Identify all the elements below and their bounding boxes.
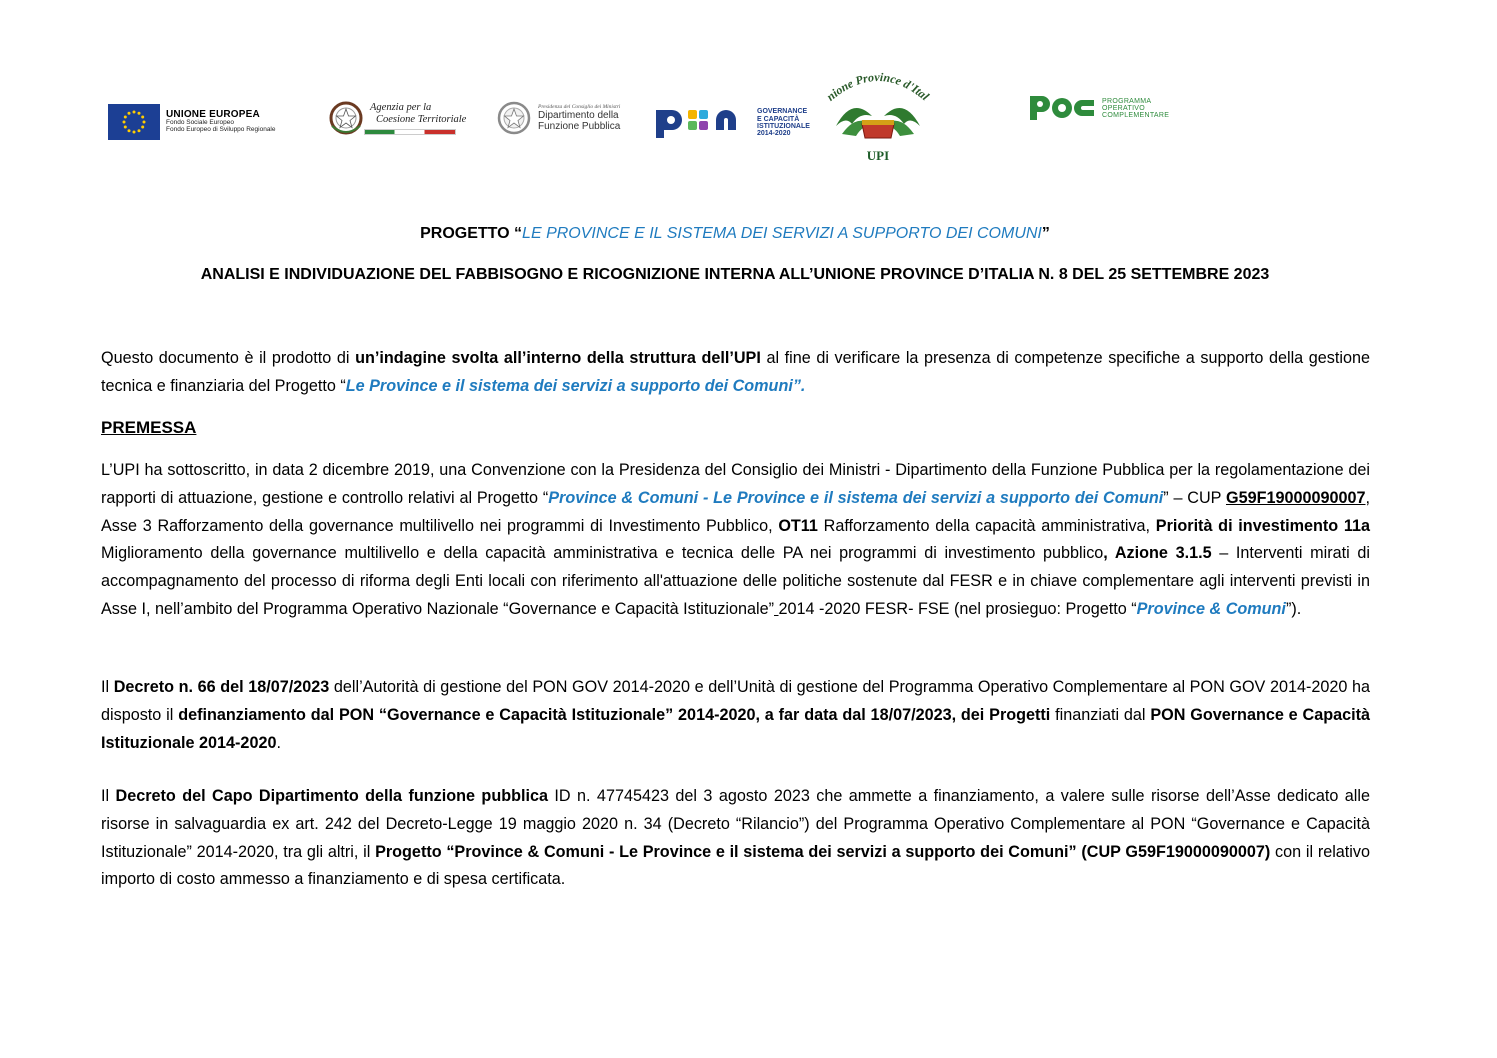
intro-project-name: Le Province e il sistema dei servizi a supporto dei Comuni”. [345,376,806,395]
poc-line-1: PROGRAMMA [1102,97,1152,105]
premessa-project-name: Province & Comuni - Le Province e il sistema dei servizi a supporto dei Comuni [548,488,1164,507]
poc-logo [1028,92,1169,124]
premessa-paragraph [101,457,1370,624]
project-title [100,225,1370,243]
decreto2-text-3: con il relativo importo di costo ammesso a finanziamento e di spesa certificata. [101,842,1370,889]
eu-line-2: Fondo Europeo di Sviluppo Regionale [166,126,276,134]
eu-line-1: Fondo Sociale Europeo [166,119,234,127]
pon-logo [654,104,810,142]
decreto-capo-dipartimento-paragraph [101,783,1370,894]
premessa-text-5: Miglioramento della governance multilivello e della capacità amministrativa e tecnica delle PA nei programmi di investimento pubblico [101,544,1104,563]
pon-line-4: 2014-2020 [757,130,791,138]
agenzia-text [370,102,466,126]
project-title-prefix: PROGETTO “ [420,225,523,242]
upi-emblem-icon [822,66,934,166]
premessa-heading: PREMESSA [101,418,197,437]
premessa-text-8: ”). [1285,599,1302,618]
upi-logo [822,66,934,166]
decreto1-bold-1: Decreto n. 66 del 18/07/2023 [113,678,330,696]
italian-emblem-icon [328,98,364,138]
pon-line-3: ISTITUZIONALE [757,123,810,130]
pon-line-2: E CAPACITÀ [757,115,800,123]
intro-text-2: al fine di verificare la presenza di competenze specifiche a supporto della gestione tecnica e finanziaria del Progetto “ [101,349,1370,395]
intro-paragraph [101,345,1370,401]
decreto1-text-2: dell’Autorità di gestione del PON GOV 2014-2020 e dell’Unità di gestione del Programma Operativo Complementare al PON GOV 2014-2020 ha disposto il [101,678,1371,724]
agenzia-coesione-logo [328,98,466,138]
decreto1-bold-2: definanziamento dal PON “Governance e Capacità Istituzionale” 2014-2020, a far data dal 18/07/2023, dei Progetti [178,705,1051,724]
logo-strip [0,60,1497,170]
decreto1-text-1: Il [101,678,114,696]
intro-bold-1: un’indagine svolta all’interno della struttura dell’UPI [355,349,761,367]
premessa-short-name: Province & Comuni [1136,599,1286,618]
pon-mark-icon [654,104,750,142]
dfp-line-2: Funzione Pubblica [538,121,621,133]
eu-text [166,110,276,134]
italian-flag-stripe [364,129,456,135]
poc-line-3: COMPLEMENTARE [1102,111,1170,119]
decreto-66-paragraph [101,674,1370,757]
premessa-text-2: ” – CUP [1163,488,1226,507]
premessa-text-4: Rafforzamento della capacità amministrativa, [817,516,1156,535]
funzione-pubblica-text [538,104,620,132]
premessa-text-6: – Interventi mirati di accompagnamento del processo di riforma degli Enti locali con riferimento all'attuazione delle politiche sostenute dal FESR e in chiave complementare agli interventi previsti in Asse I, nell’ambito del Programma Operativo Nazionale “Governance e Capacità Istituzionale” [101,544,1370,618]
pon-text [757,108,810,137]
decreto2-text-2: ID n. 47745423 del 3 agosto 2023 che ammette a finanziamento, a valere sulle risorse dell’Asse dedicato alle risorse in salvaguardia ex art. 242 del Decreto-Legge 19 maggio 2020 n. 34 (Decreto “Rilancio”) del Programma Operativo Complementare al PON “Governance e Capacità Istituzionale” 2014-2020, tra gli altri, il [101,787,1370,861]
decreto1-text-4: . [276,733,281,752]
premessa-priorita: Priorità di investimento 11a [1155,516,1370,535]
svg-text:Unione Province d'Italia: nione Province d'Ital [823,69,932,104]
document-subtitle: ANALISI E INDIVIDUAZIONE DEL FABBISOGNO E RICOGNIZIONE INTERNA ALL’UNIONE PROVINCE D’ITALIA N. 8 DEL 25 SETTEMBRE 2023 [200,266,1270,283]
premessa-text-3: , Asse 3 Rafforzamento della governance multilivello nei programmi di Investimento Pubblico, [101,488,1370,535]
poc-mark-icon [1028,92,1098,124]
project-title-name: LE PROVINCE E IL SISTEMA DEI SERVIZI A SUPPORTO DEI COMUNI [522,225,1042,242]
project-title-suffix: ” [1041,225,1050,242]
decreto1-text-3: finanziati dal [1050,705,1151,724]
intro-text-1: Questo documento è il prodotto di [101,349,356,367]
svg-text:UPI: UPI [866,148,890,163]
premessa-text-1: L’UPI ha sottoscritto, in data 2 dicembre 2019, una Convenzione con la Presidenza del Consiglio dei Ministri - Dipartimento della Funzione Pubblica per la regolamentazione dei rapporti di attuazione, gestione e controllo relativi al Progetto “ [101,461,1370,507]
dfp-presidenza: Presidenza del Consiglio dei Ministri [538,103,621,110]
pon-line-1: GOVERNANCE [757,108,808,116]
decreto1-bold-3: PON Governance e Capacità Istituzionale 2014-2020 [101,705,1371,752]
italian-emblem-icon [496,98,532,138]
dfp-line-1: Dipartimento della [538,110,619,122]
decreto2-text-1: Il [101,787,116,805]
poc-line-2: OPERATIVO [1102,104,1146,112]
agenzia-line-1: Agenzia per la [370,102,432,113]
funzione-pubblica-logo [496,98,620,138]
premessa-ot11: OT11 [778,516,818,535]
eu-flag-icon [108,104,160,140]
premessa-azione: , Azione 3.1.5 [1103,544,1212,563]
agenzia-line-2: Coesione Territoriale [376,114,467,126]
poc-text [1102,98,1169,119]
premessa-cup-code: G59F19000090007 [1225,488,1366,507]
eu-logo [108,104,276,140]
premessa-text-7: 2014 -2020 FESR- FSE (nel prosieguo: Progetto “ [778,599,1137,618]
decreto2-bold-2: Progetto “Province & Comuni - Le Province e il sistema dei servizi a supporto dei Comuni” (CUP G59F19000090007) [375,842,1271,861]
eu-title: UNIONE EUROPEA [166,108,260,120]
decreto2-bold-1: Decreto del Capo Dipartimento della funzione pubblica [115,787,548,805]
